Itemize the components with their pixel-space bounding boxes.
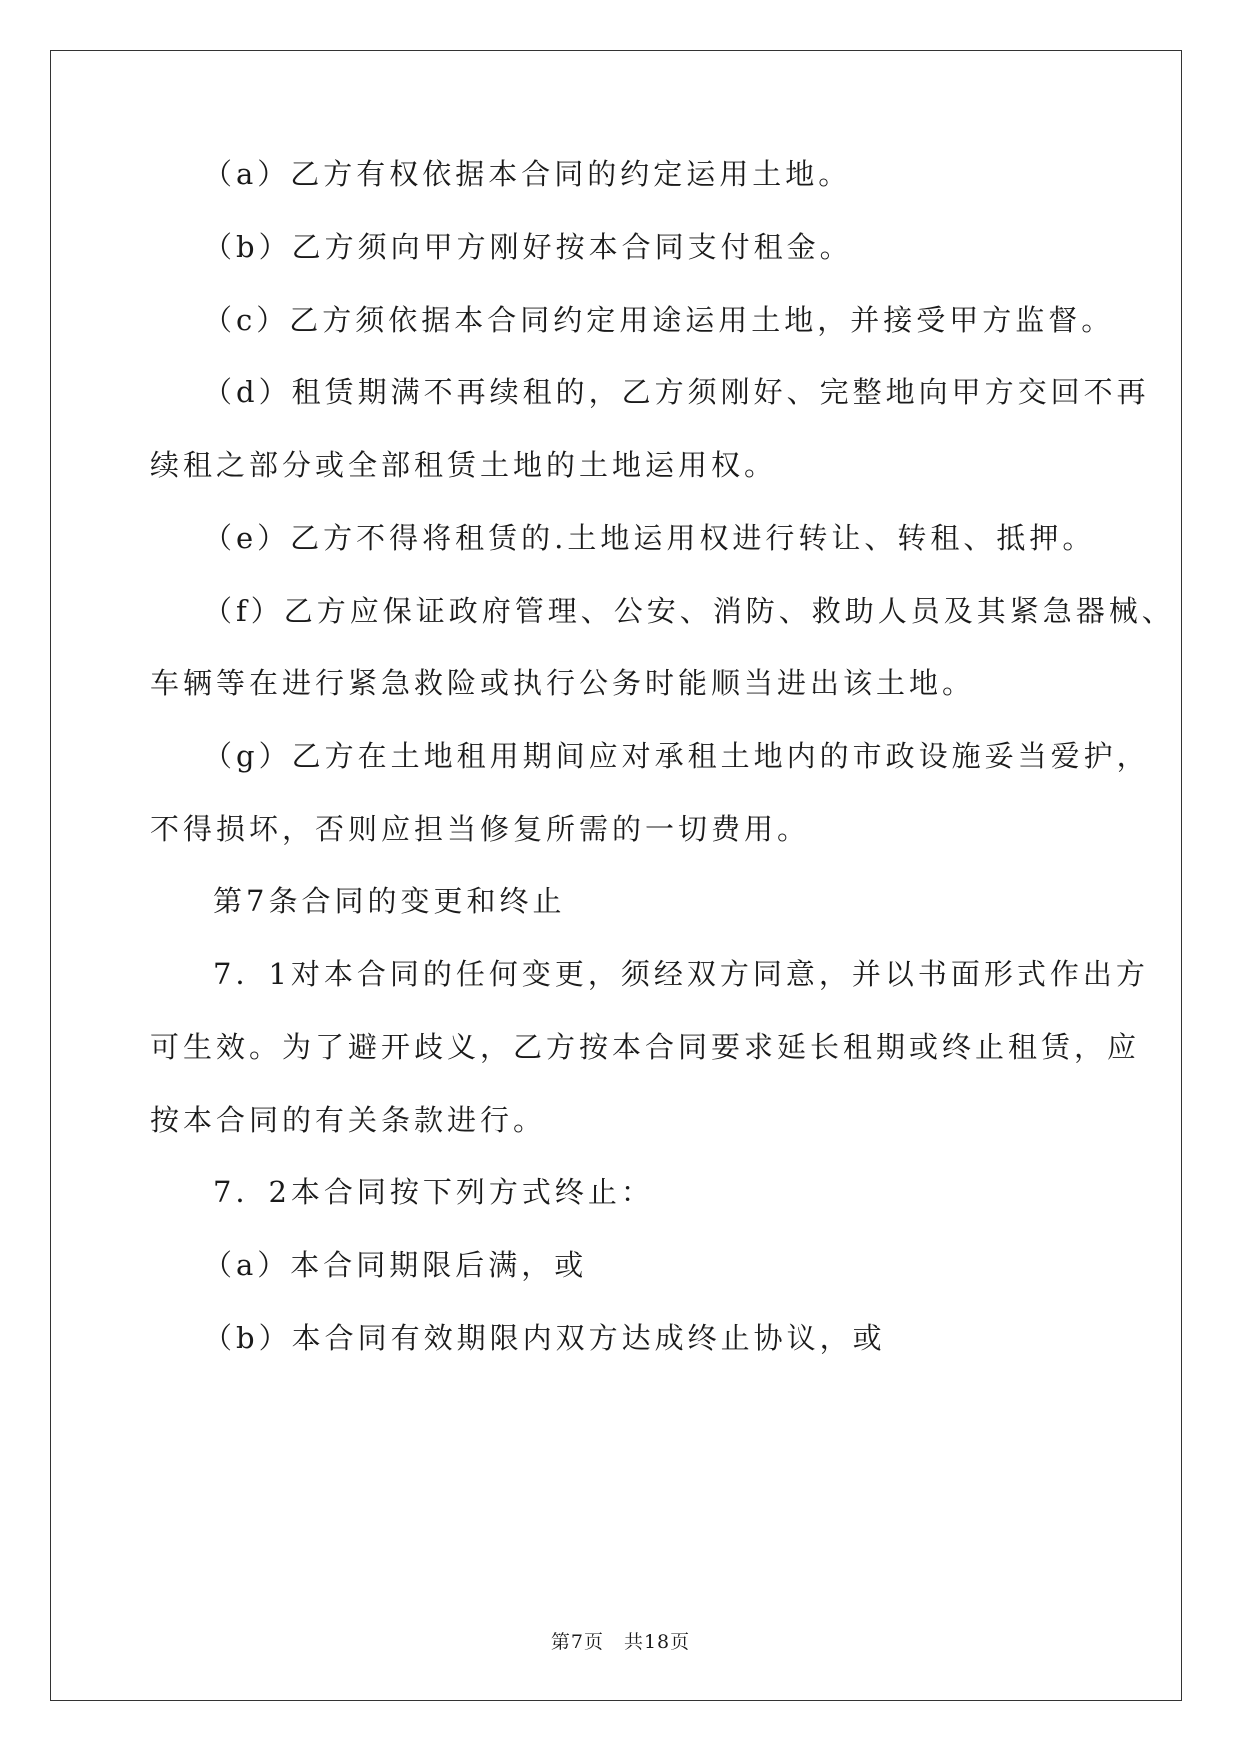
clause-a: （a）乙方有权依据本合同的约定运用土地。 bbox=[203, 157, 852, 191]
clause-d-line1: （d）租赁期满不再续租的，乙方须刚好、完整地向甲方交回不再 bbox=[203, 375, 1150, 409]
clause-c: （c）乙方须依据本合同约定用途运用土地，并接受甲方监督。 bbox=[203, 303, 1115, 337]
clause-e: （e）乙方不得将租赁的.土地运用权进行转让、转租、抵押。 bbox=[203, 521, 1096, 555]
clause-7-2: 7．2本合同按下列方式终止： bbox=[213, 1175, 654, 1209]
clause-g-line2: 不得损坏，否则应担当修复所需的一切费用。 bbox=[150, 812, 811, 846]
clause-f-line2: 车辆等在进行紧急救险或执行公务时能顺当进出该土地。 bbox=[150, 666, 976, 700]
clause-7-1-line3: 按本合同的有关条款进行。 bbox=[150, 1103, 547, 1137]
clause-7-1-line2: 可生效。为了避开歧义，乙方按本合同要求延长租期或终止租赁，应 bbox=[150, 1030, 1141, 1064]
clause-7-2-b: （b）本合同有效期限内双方达成终止协议，或 bbox=[203, 1321, 886, 1355]
section-heading: 第7条合同的变更和终止 bbox=[213, 884, 566, 918]
clause-7-1-line1: 7．1对本合同的任何变更，须经双方同意，并以书面形式作出方 bbox=[213, 957, 1149, 991]
clause-d-line2: 续租之部分或全部租赁土地的土地运用权。 bbox=[150, 448, 778, 482]
clause-f-line1: （f）乙方应保证政府管理、公安、消防、救助人员及其紧急器械、 bbox=[203, 594, 1175, 628]
page-border bbox=[50, 50, 1182, 1701]
clause-g-line1: （g）乙方在土地租用期间应对承租土地内的市政设施妥当爱护， bbox=[203, 739, 1150, 773]
clause-7-2-a: （a）本合同期限后满，或 bbox=[203, 1248, 588, 1282]
page-number: 第7页 共18页 bbox=[550, 1631, 691, 1653]
clause-b: （b）乙方须向甲方刚好按本合同支付租金。 bbox=[203, 230, 853, 264]
